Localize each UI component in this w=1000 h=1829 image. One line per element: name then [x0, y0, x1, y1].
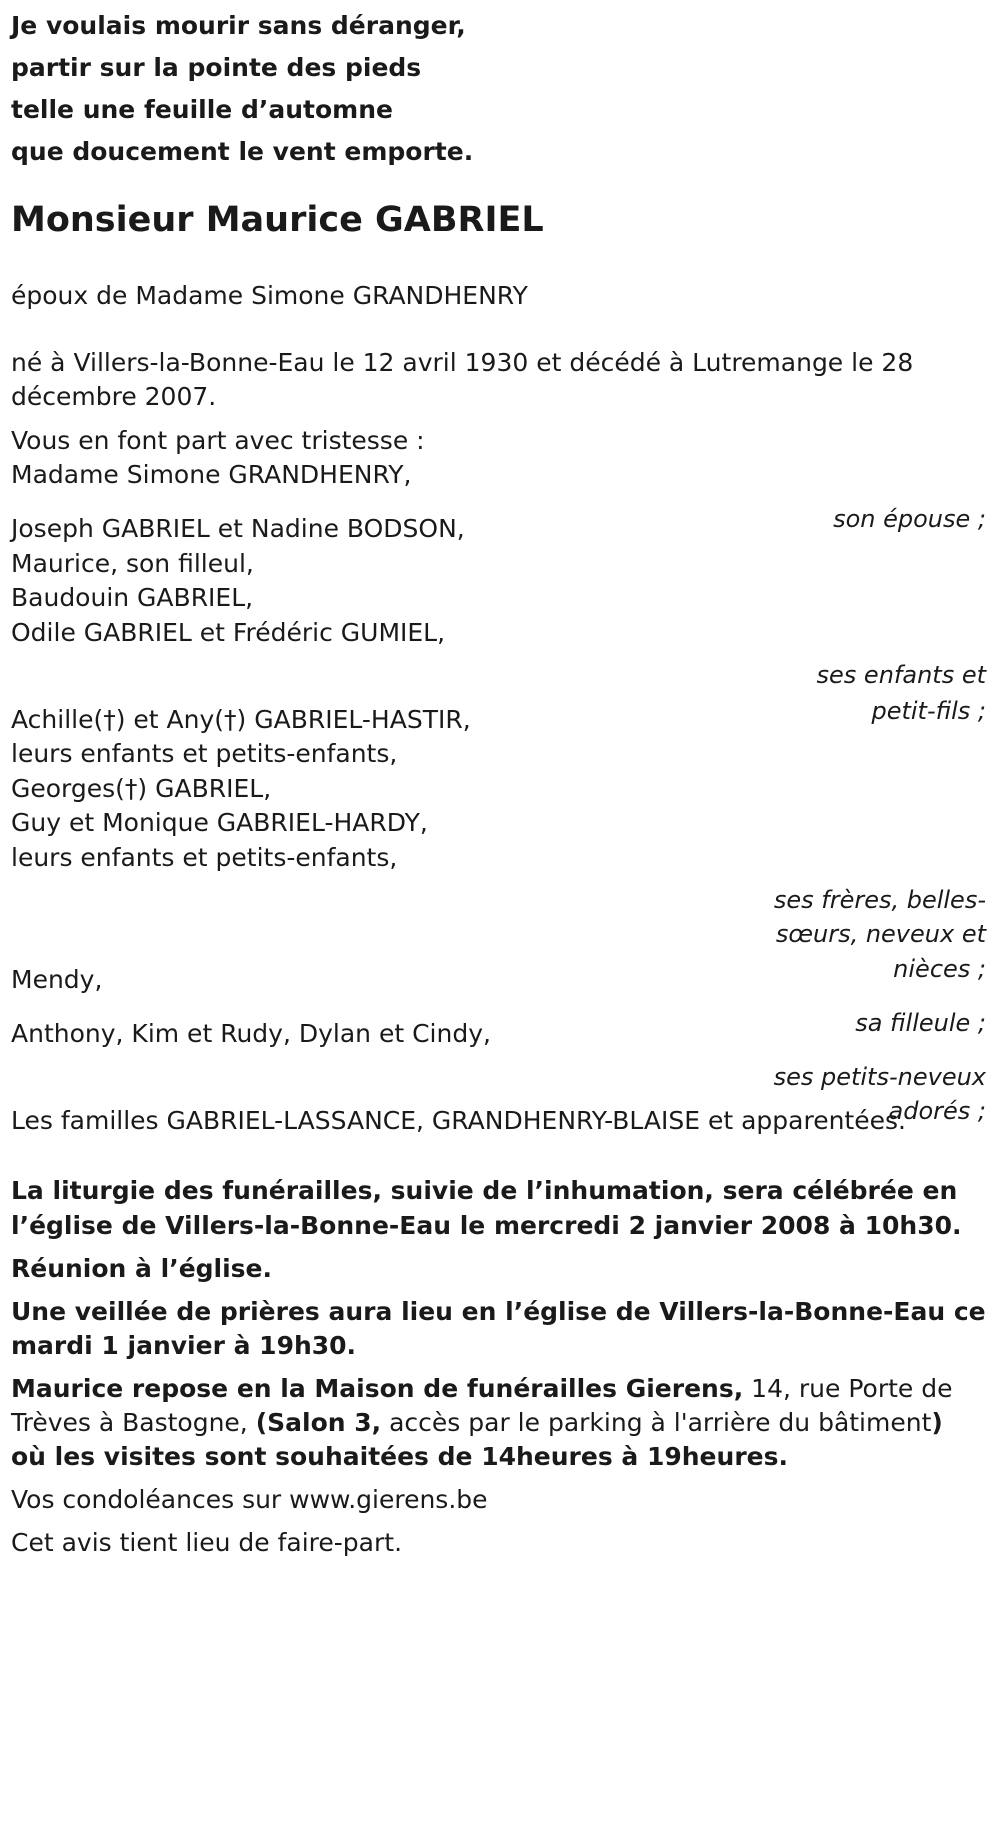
relation-label: nièces ; [893, 955, 986, 983]
rest-line-bold: Maurice repose en la Maison de funérailles Gierens, [11, 1374, 744, 1403]
poem-line: Je voulais mourir sans déranger, [11, 11, 466, 40]
relation-label: sœurs, neveux et [775, 920, 986, 948]
family-name-line: Baudouin GABRIEL, [11, 583, 254, 612]
family-name-line: Achille(†) et Any(†) GABRIEL-HASTIR, [11, 705, 471, 734]
relation-label: ses petits-neveux [773, 1063, 986, 1091]
spouse-line: époux de Madame Simone GRANDHENRY [11, 281, 528, 310]
relation-label: ses enfants et [816, 661, 986, 689]
vigil-line: Une veillée de prières aura lieu en l’église de Villers-la-Bonne-Eau ce [11, 1297, 986, 1326]
family-name-line: Mendy, [11, 965, 103, 994]
deceased-name: Monsieur Maurice GABRIEL [11, 200, 544, 240]
relation-label: adorés ; [888, 1097, 986, 1125]
rest-line-close: ) [931, 1408, 943, 1437]
family-name-line: Maurice, son filleul, [11, 549, 254, 578]
relation-label: petit-fils ; [871, 697, 986, 725]
family-name-line: Madame Simone GRANDHENRY, [11, 460, 412, 489]
meeting-line: Réunion à l’église. [11, 1254, 273, 1283]
family-name-line: leurs enfants et petits-enfants, [11, 739, 398, 768]
rest-line [11, 1376, 952, 1401]
rest-line [11, 1410, 943, 1435]
rest-line-access: accès par le parking à l'arrière du bâtiment [381, 1408, 932, 1437]
vigil-line: mardi 1 janvier à 19h30. [11, 1331, 357, 1360]
announce-intro: Vous en font part avec tristesse : [11, 426, 425, 455]
poem-line: partir sur la pointe des pieds [11, 53, 422, 82]
liturgy-line: La liturgie des funérailles, suivie de l’inhumation, sera célébrée en [11, 1176, 958, 1205]
visits-line: où les visites sont souhaitées de 14heures à 19heures. [11, 1442, 788, 1471]
family-name-line: Georges(†) GABRIEL, [11, 774, 272, 803]
rest-line-city: Trèves à Bastogne, [11, 1408, 256, 1437]
family-name-line: leurs enfants et petits-enfants, [11, 843, 398, 872]
birth-death-line: décembre 2007. [11, 382, 217, 411]
relation-label: ses frères, belles- [773, 886, 986, 914]
family-name-line: Joseph GABRIEL et Nadine BODSON, [11, 514, 465, 543]
birth-death-line: né à Villers-la-Bonne-Eau le 12 avril 1930 et décédé à Lutremange le 28 [11, 348, 914, 377]
poem-line: que doucement le vent emporte. [11, 137, 474, 166]
family-name-line: Guy et Monique GABRIEL-HARDY, [11, 808, 428, 837]
rest-line-salon: (Salon 3, [255, 1408, 382, 1437]
liturgy-line: l’église de Villers-la-Bonne-Eau le mercredi 2 janvier 2008 à 10h30. [11, 1211, 962, 1240]
condolences-line: Vos condoléances sur www.gierens.be [11, 1485, 488, 1514]
family-name-line: Anthony, Kim et Rudy, Dylan et Cindy, [11, 1019, 491, 1048]
relation-label: sa filleule ; [855, 1009, 986, 1037]
family-name-line: Odile GABRIEL et Frédéric GUMIEL, [11, 618, 446, 647]
relation-label: son épouse ; [833, 505, 986, 533]
families-line: Les familles GABRIEL-LASSANCE, GRANDHENRY-BLAISE et apparentées. [11, 1106, 906, 1135]
notice-line: Cet avis tient lieu de faire-part. [11, 1528, 403, 1557]
poem-line: telle une feuille d’automne [11, 95, 393, 124]
rest-line-address: 14, rue Porte de [743, 1374, 953, 1403]
